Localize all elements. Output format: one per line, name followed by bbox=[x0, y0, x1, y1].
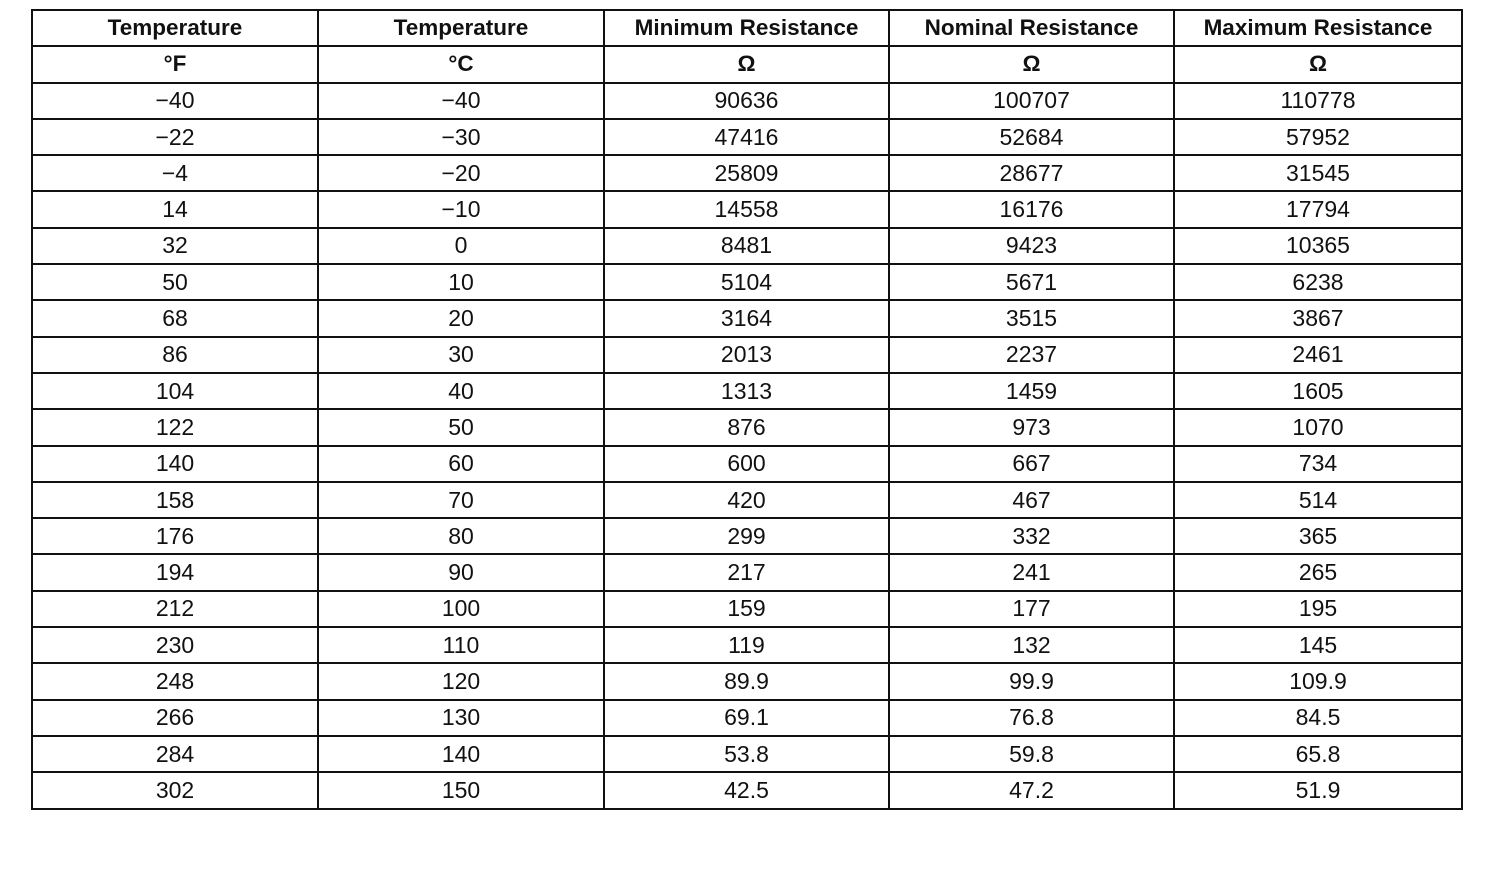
cell-max-resistance: 17794 bbox=[1174, 191, 1462, 227]
cell-min-resistance: 25809 bbox=[604, 155, 889, 191]
cell-temp-c: −10 bbox=[318, 191, 604, 227]
cell-min-resistance: 299 bbox=[604, 518, 889, 554]
cell-temp-f: 230 bbox=[32, 627, 318, 663]
cell-max-resistance: 3867 bbox=[1174, 300, 1462, 336]
table-row bbox=[32, 191, 1462, 227]
cell-max-resistance: 514 bbox=[1174, 482, 1462, 518]
cell-max-resistance: 65.8 bbox=[1174, 736, 1462, 772]
table-row bbox=[32, 446, 1462, 482]
cell-temp-f: 50 bbox=[32, 264, 318, 300]
cell-min-resistance: 420 bbox=[604, 482, 889, 518]
header-maximum-resistance: Maximum Resistance bbox=[1174, 10, 1462, 46]
cell-max-resistance: 51.9 bbox=[1174, 772, 1462, 808]
cell-nominal-resistance: 5671 bbox=[889, 264, 1174, 300]
cell-min-resistance: 42.5 bbox=[604, 772, 889, 808]
cell-max-resistance: 110778 bbox=[1174, 83, 1462, 119]
header-nominal-resistance: Nominal Resistance bbox=[889, 10, 1174, 46]
table-row bbox=[32, 300, 1462, 336]
cell-nominal-resistance: 2237 bbox=[889, 337, 1174, 373]
cell-nominal-resistance: 132 bbox=[889, 627, 1174, 663]
cell-nominal-resistance: 3515 bbox=[889, 300, 1174, 336]
cell-temp-f: 248 bbox=[32, 663, 318, 699]
cell-max-resistance: 1605 bbox=[1174, 373, 1462, 409]
table-row bbox=[32, 409, 1462, 445]
cell-temp-c: 10 bbox=[318, 264, 604, 300]
table-row bbox=[32, 337, 1462, 373]
cell-temp-f: 68 bbox=[32, 300, 318, 336]
cell-nominal-resistance: 177 bbox=[889, 591, 1174, 627]
table-row bbox=[32, 228, 1462, 264]
cell-temp-f: 176 bbox=[32, 518, 318, 554]
header-unit-row bbox=[32, 46, 1462, 82]
cell-nominal-resistance: 100707 bbox=[889, 83, 1174, 119]
cell-temp-f: −40 bbox=[32, 83, 318, 119]
cell-temp-c: 50 bbox=[318, 409, 604, 445]
cell-max-resistance: 57952 bbox=[1174, 119, 1462, 155]
cell-min-resistance: 876 bbox=[604, 409, 889, 445]
cell-temp-f: 14 bbox=[32, 191, 318, 227]
cell-nominal-resistance: 59.8 bbox=[889, 736, 1174, 772]
cell-temp-c: 130 bbox=[318, 700, 604, 736]
cell-nominal-resistance: 76.8 bbox=[889, 700, 1174, 736]
cell-max-resistance: 31545 bbox=[1174, 155, 1462, 191]
cell-temp-c: 0 bbox=[318, 228, 604, 264]
table-row bbox=[32, 772, 1462, 808]
cell-temp-c: 90 bbox=[318, 554, 604, 590]
cell-nominal-resistance: 99.9 bbox=[889, 663, 1174, 699]
cell-min-resistance: 89.9 bbox=[604, 663, 889, 699]
cell-nominal-resistance: 667 bbox=[889, 446, 1174, 482]
header-temperature-c: Temperature bbox=[318, 10, 604, 46]
table-row bbox=[32, 663, 1462, 699]
cell-nominal-resistance: 332 bbox=[889, 518, 1174, 554]
cell-temp-c: −30 bbox=[318, 119, 604, 155]
cell-temp-c: 30 bbox=[318, 337, 604, 373]
cell-nominal-resistance: 28677 bbox=[889, 155, 1174, 191]
cell-min-resistance: 3164 bbox=[604, 300, 889, 336]
cell-temp-c: 110 bbox=[318, 627, 604, 663]
cell-temp-c: 100 bbox=[318, 591, 604, 627]
table-row bbox=[32, 700, 1462, 736]
cell-max-resistance: 145 bbox=[1174, 627, 1462, 663]
cell-temp-f: 158 bbox=[32, 482, 318, 518]
cell-nominal-resistance: 241 bbox=[889, 554, 1174, 590]
table-row bbox=[32, 736, 1462, 772]
cell-max-resistance: 6238 bbox=[1174, 264, 1462, 300]
cell-temp-c: 70 bbox=[318, 482, 604, 518]
cell-min-resistance: 69.1 bbox=[604, 700, 889, 736]
cell-temp-f: 122 bbox=[32, 409, 318, 445]
cell-temp-f: 266 bbox=[32, 700, 318, 736]
cell-min-resistance: 5104 bbox=[604, 264, 889, 300]
cell-min-resistance: 14558 bbox=[604, 191, 889, 227]
table-row bbox=[32, 591, 1462, 627]
cell-min-resistance: 119 bbox=[604, 627, 889, 663]
cell-max-resistance: 365 bbox=[1174, 518, 1462, 554]
cell-temp-f: 194 bbox=[32, 554, 318, 590]
cell-temp-f: 284 bbox=[32, 736, 318, 772]
cell-temp-c: 80 bbox=[318, 518, 604, 554]
cell-temp-c: 150 bbox=[318, 772, 604, 808]
unit-ohm-min: Ω bbox=[604, 46, 889, 82]
cell-nominal-resistance: 16176 bbox=[889, 191, 1174, 227]
cell-temp-c: −20 bbox=[318, 155, 604, 191]
cell-temp-c: 60 bbox=[318, 446, 604, 482]
unit-celsius: °C bbox=[318, 46, 604, 82]
table-row bbox=[32, 155, 1462, 191]
header-temperature-f: Temperature bbox=[32, 10, 318, 46]
unit-ohm-nominal: Ω bbox=[889, 46, 1174, 82]
cell-nominal-resistance: 1459 bbox=[889, 373, 1174, 409]
cell-temp-c: 40 bbox=[318, 373, 604, 409]
table-row bbox=[32, 119, 1462, 155]
unit-fahrenheit: °F bbox=[32, 46, 318, 82]
cell-min-resistance: 217 bbox=[604, 554, 889, 590]
cell-min-resistance: 53.8 bbox=[604, 736, 889, 772]
cell-min-resistance: 600 bbox=[604, 446, 889, 482]
table-header bbox=[32, 10, 1462, 83]
cell-nominal-resistance: 9423 bbox=[889, 228, 1174, 264]
cell-min-resistance: 2013 bbox=[604, 337, 889, 373]
cell-nominal-resistance: 467 bbox=[889, 482, 1174, 518]
table-row bbox=[32, 518, 1462, 554]
table-row bbox=[32, 83, 1462, 119]
cell-min-resistance: 159 bbox=[604, 591, 889, 627]
cell-temp-f: −4 bbox=[32, 155, 318, 191]
cell-min-resistance: 47416 bbox=[604, 119, 889, 155]
cell-temp-f: −22 bbox=[32, 119, 318, 155]
cell-max-resistance: 195 bbox=[1174, 591, 1462, 627]
cell-min-resistance: 8481 bbox=[604, 228, 889, 264]
table-row bbox=[32, 627, 1462, 663]
header-minimum-resistance: Minimum Resistance bbox=[604, 10, 889, 46]
table-body bbox=[32, 83, 1462, 809]
cell-nominal-resistance: 47.2 bbox=[889, 772, 1174, 808]
table-row bbox=[32, 264, 1462, 300]
cell-temp-f: 104 bbox=[32, 373, 318, 409]
cell-max-resistance: 2461 bbox=[1174, 337, 1462, 373]
cell-temp-f: 140 bbox=[32, 446, 318, 482]
cell-temp-c: 20 bbox=[318, 300, 604, 336]
cell-min-resistance: 90636 bbox=[604, 83, 889, 119]
cell-temp-f: 32 bbox=[32, 228, 318, 264]
resistance-table bbox=[31, 9, 1463, 810]
cell-temp-c: 140 bbox=[318, 736, 604, 772]
table-row bbox=[32, 373, 1462, 409]
cell-temp-f: 212 bbox=[32, 591, 318, 627]
cell-nominal-resistance: 52684 bbox=[889, 119, 1174, 155]
table-row bbox=[32, 482, 1462, 518]
table-row bbox=[32, 554, 1462, 590]
unit-ohm-max: Ω bbox=[1174, 46, 1462, 82]
cell-max-resistance: 10365 bbox=[1174, 228, 1462, 264]
cell-temp-f: 86 bbox=[32, 337, 318, 373]
cell-temp-c: 120 bbox=[318, 663, 604, 699]
cell-max-resistance: 84.5 bbox=[1174, 700, 1462, 736]
cell-max-resistance: 1070 bbox=[1174, 409, 1462, 445]
header-title-row bbox=[32, 10, 1462, 46]
cell-temp-f: 302 bbox=[32, 772, 318, 808]
cell-temp-c: −40 bbox=[318, 83, 604, 119]
cell-max-resistance: 109.9 bbox=[1174, 663, 1462, 699]
cell-min-resistance: 1313 bbox=[604, 373, 889, 409]
cell-nominal-resistance: 973 bbox=[889, 409, 1174, 445]
cell-max-resistance: 265 bbox=[1174, 554, 1462, 590]
cell-max-resistance: 734 bbox=[1174, 446, 1462, 482]
